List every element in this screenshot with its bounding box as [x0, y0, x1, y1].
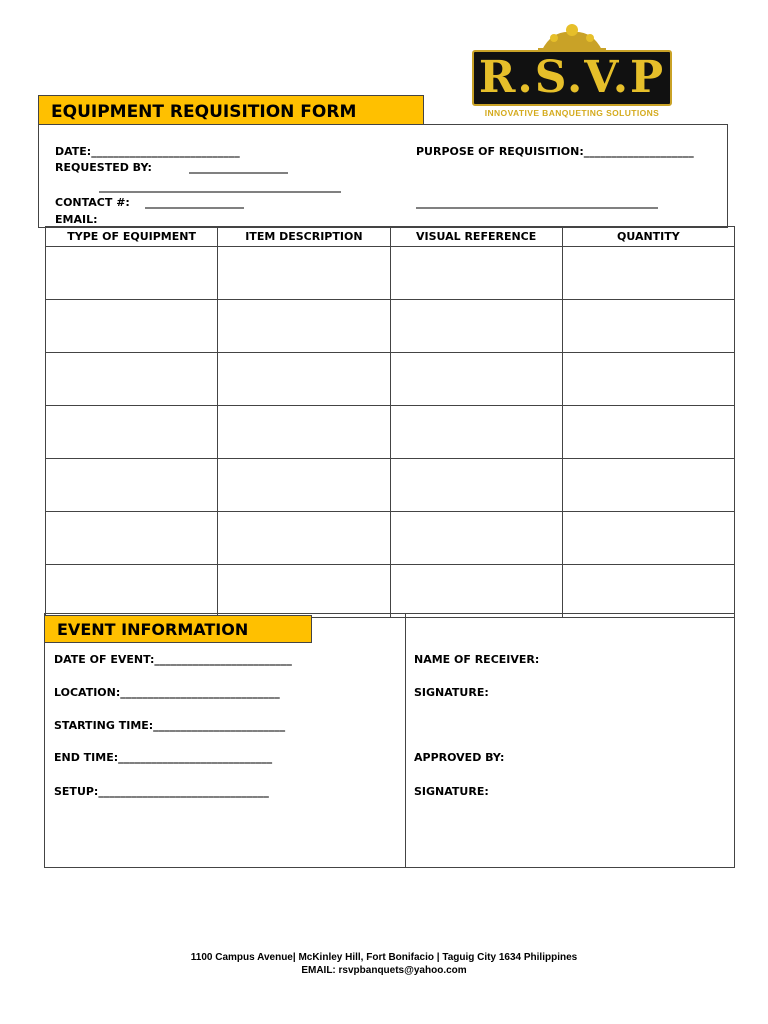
purpose-field-line2[interactable]: ____________________________________________ — [416, 196, 658, 209]
table-cell[interactable] — [46, 406, 218, 459]
date-of-event-field[interactable]: DATE OF EVENT:_________________________ — [54, 653, 292, 666]
company-logo — [472, 22, 672, 122]
table-cell[interactable] — [218, 565, 390, 618]
event-info-divider — [405, 613, 406, 868]
event-info-box — [44, 613, 735, 868]
table-row — [46, 353, 735, 406]
end-time-field[interactable]: END TIME:____________________________ — [54, 751, 273, 764]
table-row — [46, 247, 735, 300]
table-cell[interactable] — [562, 353, 734, 406]
table-row — [46, 300, 735, 353]
table-cell[interactable] — [390, 512, 562, 565]
table-row — [46, 406, 735, 459]
footer-address: 1100 Campus Avenue| McKinley Hill, Fort Bonifacio | Taguig City 1634 Philippines — [190, 952, 578, 963]
approved-by-label: APPROVED BY: — [414, 751, 505, 764]
table-cell[interactable] — [218, 512, 390, 565]
table-cell[interactable] — [390, 247, 562, 300]
table-cell[interactable] — [46, 353, 218, 406]
table-cell[interactable] — [390, 565, 562, 618]
equipment-table — [45, 226, 735, 618]
table-cell[interactable] — [46, 459, 218, 512]
requested-by-field-line2[interactable]: ____________________________________________ — [99, 180, 341, 193]
date-field[interactable]: DATE:___________________________ — [55, 145, 240, 158]
email-label: EMAIL: — [55, 213, 98, 226]
requested-by-field[interactable]: __________________ — [189, 161, 288, 174]
table-cell[interactable] — [390, 459, 562, 512]
col-quantity: QUANTITY — [562, 227, 734, 247]
table-cell[interactable] — [390, 353, 562, 406]
table-cell[interactable] — [218, 353, 390, 406]
table-cell[interactable] — [218, 247, 390, 300]
table-cell[interactable] — [562, 565, 734, 618]
table-cell[interactable] — [218, 459, 390, 512]
table-row — [46, 459, 735, 512]
approver-signature-label: SIGNATURE: — [414, 785, 489, 798]
contact-field[interactable]: __________________ — [145, 196, 244, 209]
col-visual-reference: VISUAL REFERENCE — [390, 227, 562, 247]
col-item-description: ITEM DESCRIPTION — [218, 227, 390, 247]
table-cell[interactable] — [562, 247, 734, 300]
crown-ornament-icon — [532, 22, 612, 52]
logo-tagline: INNOVATIVE BANQUETING SOLUTIONS — [484, 108, 660, 118]
table-cell[interactable] — [562, 459, 734, 512]
table-cell[interactable] — [46, 300, 218, 353]
table-cell[interactable] — [46, 247, 218, 300]
event-info-title: EVENT INFORMATION — [44, 615, 312, 643]
table-cell[interactable] — [46, 565, 218, 618]
table-cell[interactable] — [390, 300, 562, 353]
requested-by-label: REQUESTED BY: — [55, 161, 152, 174]
contact-label: CONTACT #: — [55, 196, 130, 209]
table-cell[interactable] — [562, 300, 734, 353]
receiver-signature-label: SIGNATURE: — [414, 686, 489, 699]
requester-info-box — [38, 124, 728, 228]
table-cell[interactable] — [562, 406, 734, 459]
location-field[interactable]: LOCATION:_____________________________ — [54, 686, 280, 699]
table-cell[interactable] — [218, 406, 390, 459]
form-title: EQUIPMENT REQUISITION FORM — [38, 95, 424, 127]
table-header-row — [46, 227, 735, 247]
table-cell[interactable] — [218, 300, 390, 353]
col-type-of-equipment: TYPE OF EQUIPMENT — [46, 227, 218, 247]
table-cell[interactable] — [46, 512, 218, 565]
table-row — [46, 512, 735, 565]
footer — [0, 951, 768, 977]
logo-wordmark: R.S.V.P — [478, 52, 666, 103]
table-cell[interactable] — [562, 512, 734, 565]
setup-field[interactable]: SETUP:_______________________________ — [54, 785, 269, 798]
name-of-receiver-label: NAME OF RECEIVER: — [414, 653, 540, 666]
table-row — [46, 565, 735, 618]
footer-email: EMAIL: rsvpbanquets@yahoo.com — [301, 965, 467, 976]
starting-time-field[interactable]: STARTING TIME:________________________ — [54, 719, 286, 732]
purpose-field[interactable]: PURPOSE OF REQUISITION:____________________ — [416, 145, 694, 158]
table-cell[interactable] — [390, 406, 562, 459]
